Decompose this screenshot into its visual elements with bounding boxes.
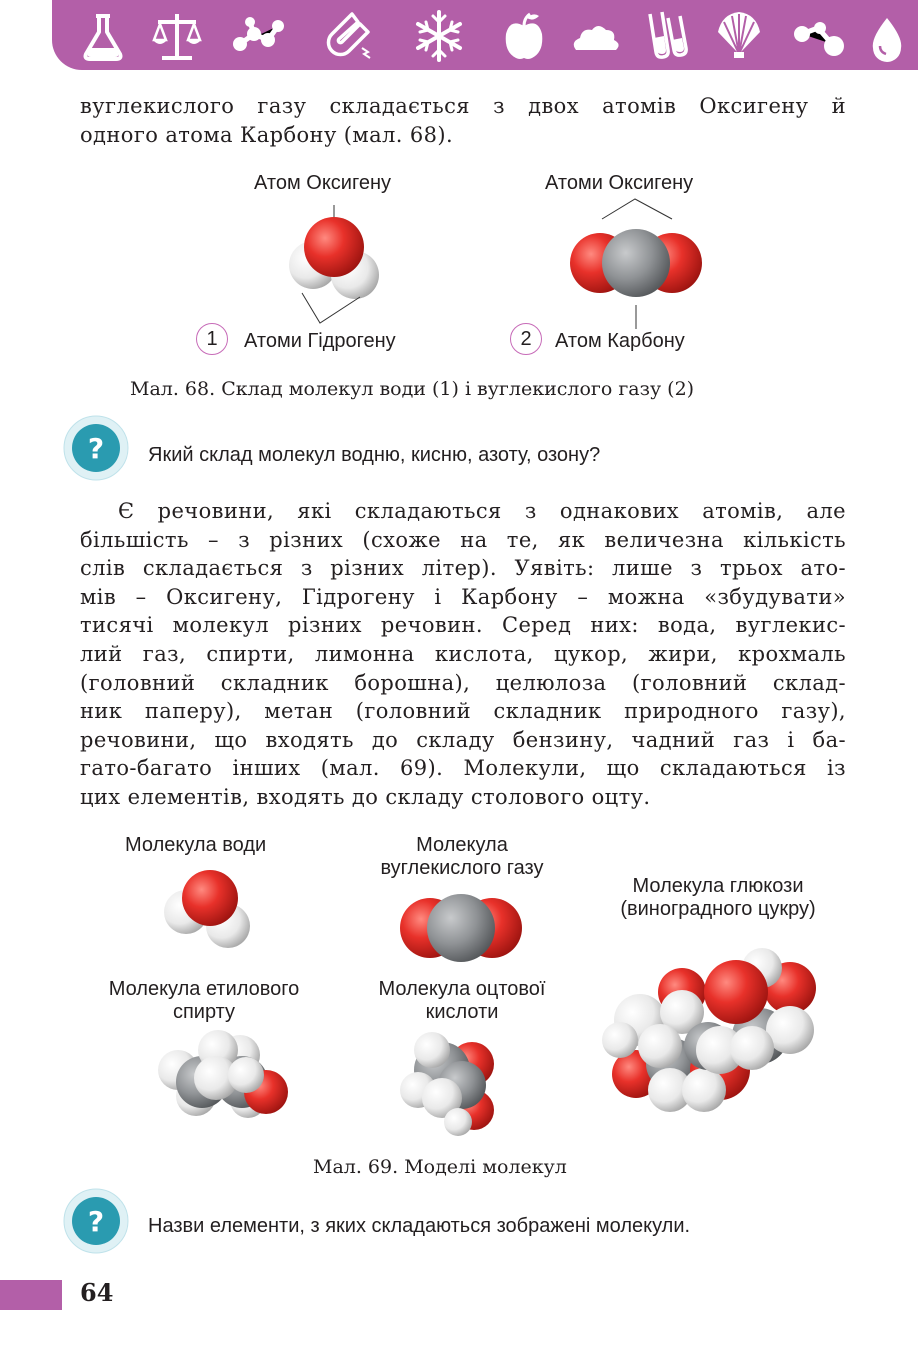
question-2-text: Назви елементи, з яких складаються зображені молекули. (148, 1215, 691, 1237)
figure-68-caption (130, 378, 694, 400)
text-line: ник паперу), метан (головний складник природного газу), (80, 699, 846, 724)
label-line: Молекула (416, 834, 508, 856)
figure-marker-2: 2 (510, 323, 542, 355)
magnet-icon (322, 8, 376, 64)
question-icon (62, 1187, 130, 1255)
flask-icon (76, 8, 130, 64)
paragraph-intro (80, 92, 846, 149)
text-line: гато-багато інших (мал. 69). Молекули, що складаються із (80, 756, 846, 781)
text-line: (головний складник борошна), целюлоза (головний склад- (80, 670, 846, 695)
caption-text: Моделі молекул (404, 1156, 567, 1178)
question-mark: ? (87, 432, 105, 465)
caption-prefix: Мал. 69. (313, 1156, 399, 1178)
text-line: цих елементів, входять до складу столового оцту. (80, 784, 651, 809)
cloud-icon (568, 8, 622, 64)
molecule-icon (230, 8, 284, 64)
text-line: речовини, що входять до складу бензину, чадний газ і ба- (80, 727, 846, 752)
figure-69-drawing (100, 860, 840, 1140)
snowflake-icon (412, 8, 466, 64)
text-line: вуглекислого газу складається з двох атомів Оксигену й (80, 94, 846, 118)
label-line: спирту (172, 1001, 236, 1023)
question-icon (62, 414, 130, 482)
label-line: Молекула етилового (108, 978, 300, 1000)
water-molecule-model (164, 870, 250, 948)
figure-marker-1: 1 (196, 323, 228, 355)
label-line: Молекула оцтової (378, 978, 546, 1000)
text-line: більшість – з різних (схоже на те, як величезна кількість (80, 527, 846, 552)
atoms-icon (792, 8, 846, 64)
drop-icon (860, 8, 914, 64)
test-tubes-icon (638, 8, 692, 64)
page-number: 64 (80, 1278, 114, 1307)
text-line: одного атома Карбону (мал. 68). (80, 122, 454, 147)
caption-text: Склад молекул води (1) і вуглекислого газу (2) (221, 378, 695, 400)
ethanol-molecule-model (158, 1030, 288, 1118)
water-molecule-model (289, 205, 379, 323)
label-line: (виноградного цукру) (620, 898, 816, 920)
text-line: лий газ, спирти, лимонна кислота, цукор, жири, крохмаль (80, 641, 846, 666)
text-line: слів складається з різних літер). Уявіть: лише з трьох ато- (80, 556, 846, 581)
label-line: кислоти (425, 1001, 499, 1023)
co2-molecule-model (570, 199, 702, 329)
text-line: Є речовини, які складаються з однакових атомів, але (118, 499, 846, 523)
paragraph-main (80, 497, 846, 812)
scales-icon (150, 8, 204, 64)
label-hydrogen-atoms: Атоми Гідрогену (244, 330, 396, 352)
acetic-acid-molecule-model (400, 1032, 494, 1136)
co2-molecule-model (400, 894, 522, 962)
caption-prefix: Мал. 68. (130, 378, 216, 400)
label-line: Молекула глюкози (632, 875, 804, 897)
header-icons (72, 8, 912, 64)
glucose-molecule-model (602, 948, 816, 1112)
page-tab (0, 1280, 62, 1310)
label-oxygen-atom: Атом Оксигену (254, 172, 391, 194)
apple-icon (497, 8, 551, 64)
label-line: вуглекислого газу (380, 857, 544, 879)
text-line: мів – Оксигену, Гідрогену і Карбону – можна «збудувати» (80, 584, 846, 609)
figure-69-caption (313, 1156, 567, 1178)
shell-icon (712, 8, 766, 64)
text-line: тисячі молекул різних речовин. Серед них: вода, вуглекис- (80, 613, 846, 638)
label-water-molecule: Молекула води (125, 834, 267, 856)
label-oxygen-atoms: Атоми Оксигену (545, 172, 694, 194)
label-carbon-atom: Атом Карбону (555, 330, 685, 352)
question-mark: ? (87, 1205, 105, 1238)
question-1-text: Який склад молекул водню, кисню, азоту, озону? (148, 444, 601, 466)
